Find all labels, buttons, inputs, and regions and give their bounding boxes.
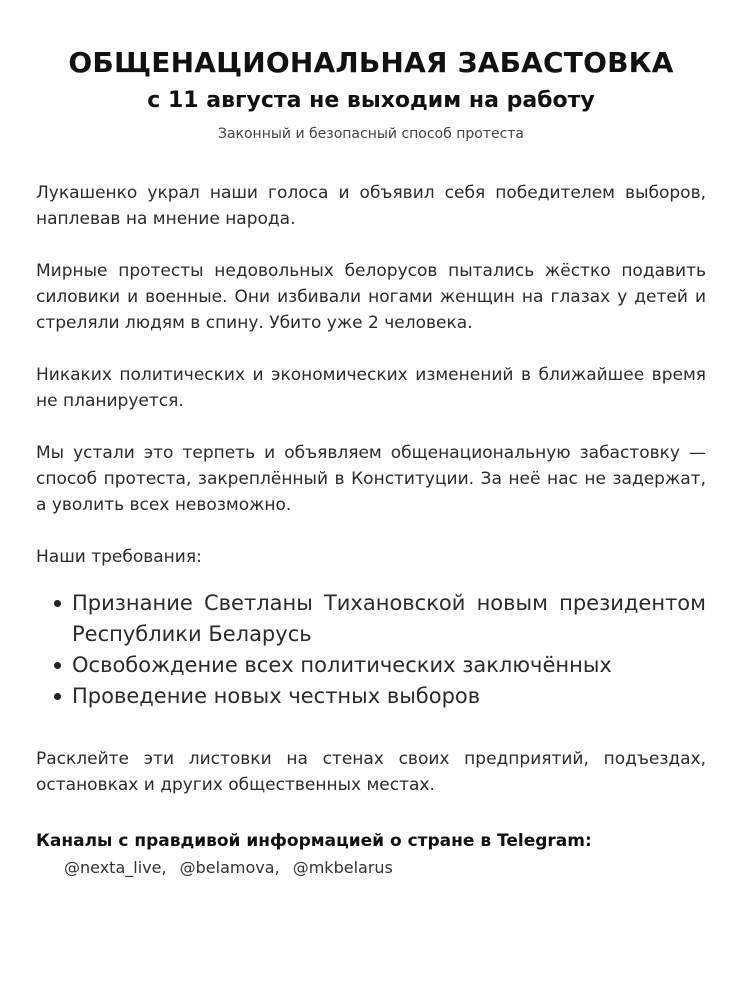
channel-handle-nexta: @nexta_live, bbox=[64, 858, 167, 877]
leaflet-subtitle: с 11 августа не выходим на работу bbox=[147, 88, 595, 113]
demands-list bbox=[36, 588, 706, 712]
demand-item bbox=[54, 681, 706, 712]
paragraph-no-changes: Никаких политических и экономических изменений в ближайшее время не планируется. bbox=[36, 365, 706, 411]
demand-text: Признание Светланы Тихановской новым президентом Республики Беларусь bbox=[72, 591, 706, 646]
channel-handle-mkbelarus: @mkbelarus bbox=[292, 858, 393, 877]
paragraph-stolen-votes: Лукашенко украл наши голоса и объявил себя победителем выборов, наплевав на мнение народа. bbox=[36, 183, 706, 229]
paragraph-repression: Мирные протесты недовольных белорусов пытались жёстко подавить силовики и военные. Они избивали ногами женщин на глазах у детей и стреляли людям в спину. Убито уже 2 человека. bbox=[36, 261, 706, 333]
bullet-icon bbox=[54, 662, 61, 669]
channels-title: Каналы с правдивой информацией о стране в Telegram: bbox=[36, 831, 592, 851]
demand-text: Проведение новых честных выборов bbox=[72, 684, 481, 708]
demand-item bbox=[54, 588, 706, 650]
call-to-action: Расклейте эти листовки на стенах своих предприятий, подъездах, остановках и других общественных местах. bbox=[36, 749, 706, 795]
channels-list bbox=[64, 856, 706, 880]
bullet-icon bbox=[54, 600, 61, 607]
leaflet-title: ОБЩЕНАЦИОНАЛЬНАЯ ЗАБАСТОВКА bbox=[68, 46, 674, 79]
demand-item bbox=[54, 650, 706, 681]
paragraph-strike-announcement: Мы устали это терпеть и объявляем общенациональную забастовку — способ протеста, закреплённый в Конституции. За неё нас не задержат, а уволить всех невозможно. bbox=[36, 443, 706, 515]
demand-text: Освобождение всех политических заключённых bbox=[72, 653, 612, 677]
bullet-icon bbox=[54, 693, 61, 700]
leaflet-tagline: Законный и безопасный способ протеста bbox=[217, 126, 525, 142]
demands-label: Наши требования: bbox=[36, 547, 202, 567]
channel-handle-belamova: @belamova, bbox=[179, 858, 280, 877]
